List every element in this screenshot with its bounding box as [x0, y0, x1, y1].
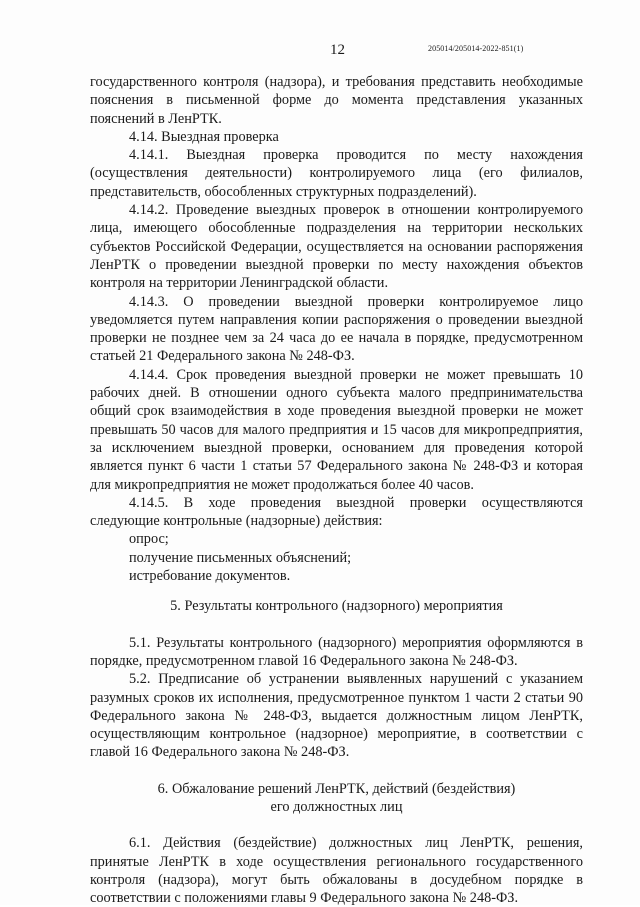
paragraph-continuation: государственного контроля (надзора), и требования представить необходимые пояснения в письменной форме до момента представления указанных пояснений в ЛенРТК. [90, 74, 583, 127]
section-6-heading-line2: его должностных лиц [270, 798, 403, 815]
section-5-heading: 5. Результаты контрольного (надзорного) мероприятия [170, 598, 503, 615]
list-item: опрос; [129, 531, 169, 548]
clause-6-1: 6.1. Действия (бездействие) должностных лиц ЛенРТК, решения, принятые ЛенРТК в ходе осуществления регионального государственного контроля (надзора), могут быть обжалованы в досудебном порядке в соответствии с положениями главы 9 Федерального закона № 248-ФЗ. [90, 835, 583, 907]
section-6-heading-line1: 6. Обжалование решений ЛенРТК, действий (бездействия) [157, 780, 516, 797]
list-item: истребование документов. [129, 568, 291, 585]
clause-4-14-2: 4.14.2. Проведение выездных проверок в отношении контролируемого лица, имеющего обособленные подразделения на территории нескольких субъектов Российской Федерации, осуществляется на основании распоряжения ЛенРТК о проведении выездной проверки по месту нахождения объектов контроля на территории Ленинградской области. [90, 202, 583, 292]
page-number: 12 [330, 42, 345, 58]
clause-4-14-3: 4.14.3. О проведении выездной проверки контролируемое лицо уведомляется путем направления копии распоряжения о проведении выездной проверки не позднее чем за 24 часа до ее начала в порядке, предусмотренном статьей 21 Федерального закона № 248-ФЗ. [90, 293, 583, 365]
clause-4-14-4: 4.14.4. Срок проведения выездной проверки не может превышать 10 рабочих дней. В отношении одного субъекта малого предпринимательства общий срок взаимодействия в ходе проведения выездной проверки не может превышать 50 часов для малого предприятия и 15 часов для микропредприятия, за исключением выездной проверки, основанием для проведения которой является пункт 6 части 1 статьи 57 Федерального закона № 248-ФЗ и которая для микропредприятия не может продолжаться более 40 часов. [90, 366, 583, 493]
clause-5-1: 5.1. Результаты контрольного (надзорного) мероприятия оформляются в порядке, предусмотренном главой 16 Федерального закона № 248-ФЗ. [90, 634, 583, 669]
clause-4-14-heading: 4.14. Выездная проверка [129, 128, 279, 145]
clause-5-2: 5.2. Предписание об устранении выявленных нарушений с указанием разумных сроков их исполнения, предусмотренное пунктом 1 части 2 статьи 90 Федерального закона № 248-ФЗ, выдается должностным лицом ЛенРТК, осуществляющим контрольное (надзорное) мероприятие, в соответствии с главой 16 Федерального закона № 248-ФЗ. [90, 671, 583, 761]
list-item: получение письменных объяснений; [129, 549, 352, 566]
document-body [90, 73, 583, 907]
clause-4-14-5: 4.14.5. В ходе проведения выездной проверки осуществляются следующие контрольные (надзорные) действия: [90, 494, 583, 530]
document-id: 205014/205014-2022-851(1) [428, 44, 524, 53]
clause-4-14-1: 4.14.1. Выездная проверка проводится по месту нахождения (осуществления деятельности) контролируемого лица (его филиалов, представительств, обособленных структурных подразделений). [90, 147, 583, 200]
